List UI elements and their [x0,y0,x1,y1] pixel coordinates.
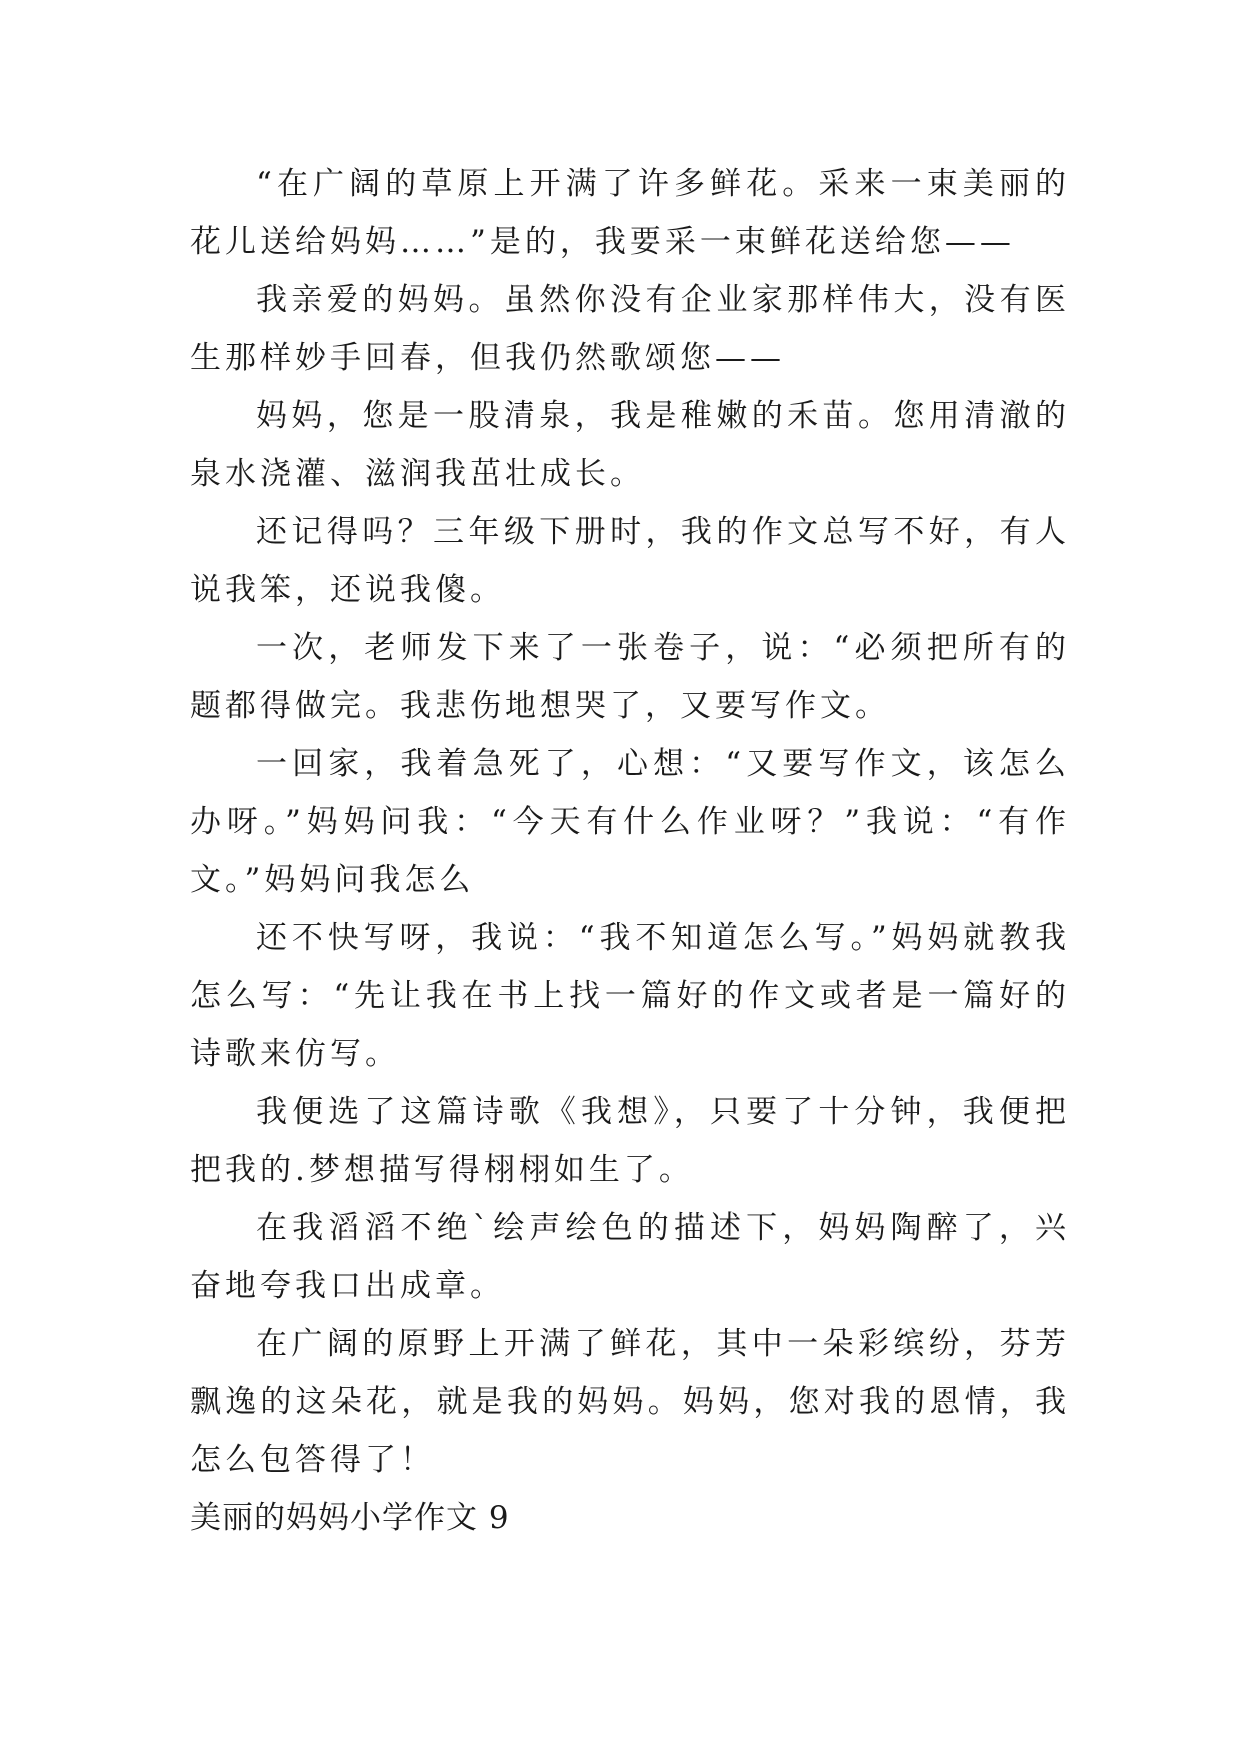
paragraph-10: 在广阔的原野上开满了鲜花，其中一朵彩缤纷，芬芳飘逸的这朵花，就是我的妈妈。妈妈，您对我的恩情，我怎么包答得了！ [190,1326,1070,1478]
paragraph-2: 我亲爱的妈妈。虽然你没有企业家那样伟大，没有医生那样妙手回春，但我仍然歌颂您—— [190,282,1070,376]
paragraph-9: 在我滔滔不绝`绘声绘色的描述下，妈妈陶醉了，兴奋地夸我口出成章。 [190,1210,1070,1304]
paragraph-4: 还记得吗？三年级下册时，我的作文总写不好，有人说我笨，还说我傻。 [190,514,1070,608]
paragraph-3: 妈妈，您是一股清泉，我是稚嫩的禾苗。您用清澈的泉水浇灌、滋润我茁壮成长。 [190,398,1070,492]
paragraph-7: 还不快写呀，我说：“我不知道怎么写。”妈妈就教我怎么写：“先让我在书上找一篇好的作文或者是一篇好的诗歌来仿写。 [190,920,1070,1072]
paragraph-6: 一回家，我着急死了，心想：“又要写作文，该怎么办呀。”妈妈问我：“今天有什么作业呀？”我说：“有作文。”妈妈问我怎么 [190,746,1070,898]
paragraph-1: “在广阔的草原上开满了许多鲜花。采来一束美丽的花儿送给妈妈……”是的，我要采一束鲜花送给您—— [190,166,1070,260]
essay-body [190,155,1070,1547]
paragraph-5: 一次，老师发下来了一张卷子，说：“必须把所有的题都得做完。我悲伤地想哭了，又要写作文。 [190,630,1070,724]
next-essay-heading: 美丽的妈妈小学作文 9 [190,1500,510,1536]
paragraph-8: 我便选了这篇诗歌《我想》，只要了十分钟，我便把把我的.梦想描写得栩栩如生了。 [190,1094,1070,1188]
